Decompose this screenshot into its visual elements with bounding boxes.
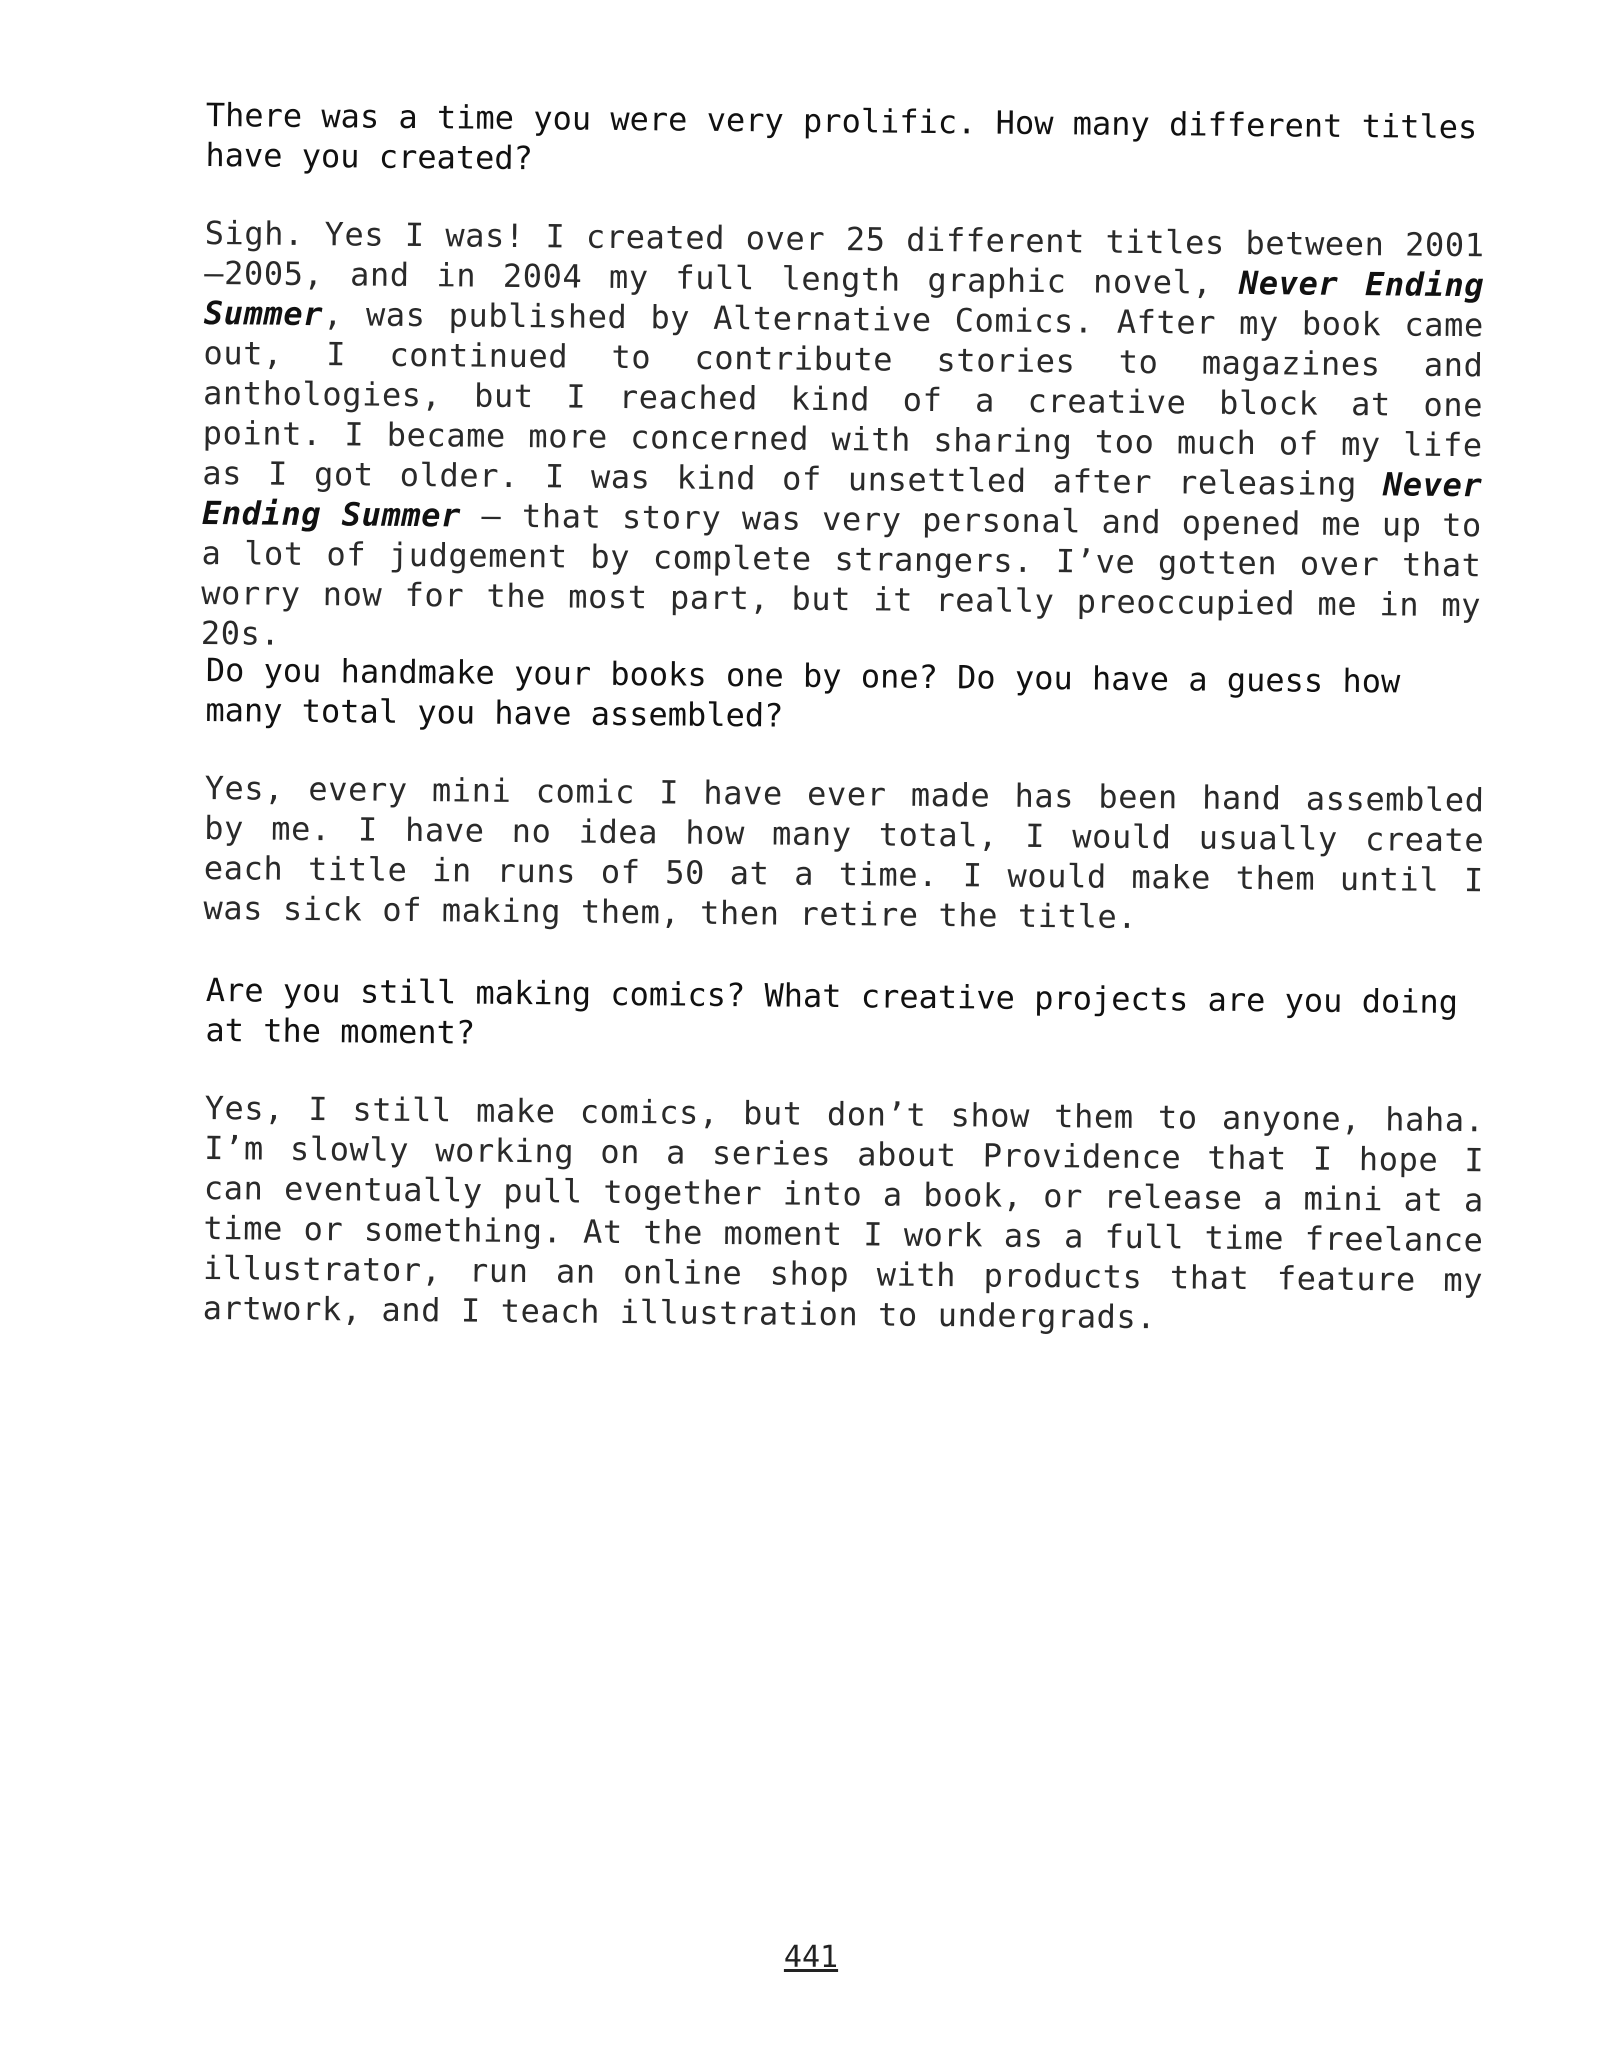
qa-block-current-projects <box>203 970 1486 1340</box>
book-title-never-ending-summer-2: Never Ending Summer <box>201 465 1483 535</box>
answer-prolific-text-1: Sigh. Yes I was! I created over 25 different titles between 2001—2005, and in 2004 my full length graphic novel, <box>204 213 1485 302</box>
book-title-never-ending-summer: Never Ending Summer <box>203 263 1485 334</box>
answer-handmade: Yes, every mini comic I have ever made has been hand assembled by me. I have no idea how many total, I would usually create each title in runs of 50 at a time. I would make them until I was sick of making them, then retire the title. <box>203 768 1485 936</box>
page-number: 441 <box>783 1940 839 1975</box>
qa-block-handmade <box>203 650 1486 940</box>
question-prolific: There was a time you were very prolific. How many different titles have you created? <box>205 95 1478 178</box>
qa-block-prolific <box>201 95 1486 665</box>
answer-prolific-text-3: — that story was very personal and opened me up to a lot of judgement by complete strangers. I’ve gotten over that worry now for the most part, but it really preoccupied me in my 20s. <box>200 496 1483 653</box>
question-handmade: Do you handmake your books one by one? Do you have a guess how many total you have assembled? <box>205 650 1401 735</box>
answer-current-projects: Yes, I still make comics, but don’t show them to anyone, haha. I’m slowly working on a series about Providence that I hope I can eventually pull together into a book, or release a mini at a time or something. At the moment I work as a full time freelance illustrator, run an online shop with products that feature my artwork, and I teach illustration to undergrads. <box>202 1088 1485 1337</box>
answer-prolific <box>201 213 1485 665</box>
answer-prolific-text-2: , was published by Alternative Comics. After my book came out, I continued to contribute stories to magazines and anthologies, but I reached kind of a creative block at one point. I became more concerned with sharing too much of my life as I got older. I was kind of unsettled after releasing <box>202 295 1485 504</box>
question-current-projects: Are you still making comics? What creative projects are you doing at the moment? <box>205 970 1459 1052</box>
